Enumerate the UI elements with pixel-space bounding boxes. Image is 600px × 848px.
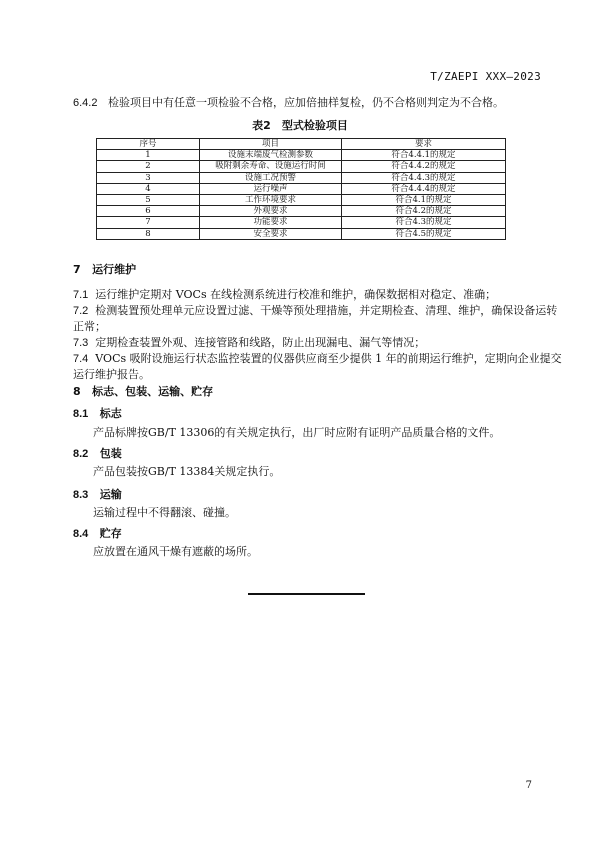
cell-requirement: 符合4.4.2的规定: [342, 161, 506, 172]
subsection-8-2-text: 产品包装按GB/T 13384关规定执行。: [93, 465, 281, 478]
cell-no: 4: [97, 183, 200, 194]
clause-text: VOCs 吸附设施运行状态监控装置的仪器供应商至少提供 1 年的前期运行维护，定期向企业提交: [95, 352, 562, 365]
section-number: 7: [73, 263, 81, 276]
section-8-heading: [73, 383, 213, 399]
cell-requirement: 符合4.1的规定: [342, 194, 506, 205]
table-row: [97, 183, 506, 194]
cell-no: 8: [97, 228, 200, 239]
cell-no: 5: [97, 194, 200, 205]
cell-item: 功能要求: [200, 217, 342, 228]
subsection-title: 标志: [99, 407, 122, 420]
cell-no: 7: [97, 217, 200, 228]
subsection-8-4-heading: [73, 525, 122, 541]
section-title: 标志、包装、运输、贮存: [92, 385, 214, 398]
clause-7-4: [73, 351, 562, 367]
cell-requirement: 符合4.3的规定: [342, 217, 506, 228]
subsection-8-4-text: 应放置在通风干燥有遮蔽的场所。: [93, 545, 258, 558]
header-cell-no: 序号: [97, 139, 200, 150]
table-caption: 表2 型式检验项目: [252, 119, 348, 132]
clause-number: 7.3: [73, 337, 89, 349]
cell-requirement: 符合4.5的规定: [342, 228, 506, 239]
table-row: [97, 172, 506, 183]
type-inspection-table: [96, 138, 506, 240]
table-row: [97, 206, 506, 217]
subsection-title: 运输: [99, 488, 122, 501]
section-7-heading: [73, 261, 136, 277]
clause-text: 定期检查装置外观、连接管路和线路，防止出现漏电、漏气等情况；: [95, 336, 426, 349]
table-row: [97, 228, 506, 239]
clause-number: 6.4.2: [73, 97, 98, 109]
clause-text: 检验项目中有任意一项检验不合格，应加倍抽样复检，仍不合格则判定为不合格。: [107, 96, 504, 109]
clause-7-3: [73, 335, 425, 351]
subsection-8-2-heading: [73, 445, 122, 461]
cell-no: 6: [97, 206, 200, 217]
clause-7-2-continuation: 正常；: [73, 320, 106, 333]
section-number: 8: [73, 385, 81, 398]
subsection-8-3-text: 运输过程中不得翻滚、碰撞。: [93, 506, 236, 519]
table-row: [97, 150, 506, 161]
document-code: T/ZAEPI XXX—2023: [430, 70, 541, 83]
cell-item: 运行噪声: [200, 183, 342, 194]
cell-requirement: 符合4.2的规定: [342, 206, 506, 217]
subsection-title: 贮存: [99, 527, 122, 540]
subsection-number: 8.4: [73, 528, 89, 540]
subsection-number: 8.1: [73, 408, 89, 420]
cell-requirement: 符合4.4.3的规定: [342, 172, 506, 183]
clause-text: 运行维护定期对 VOCs 在线检测系统进行校准和维护，确保数据相对稳定、准确；: [95, 288, 497, 301]
subsection-number: 8.3: [73, 489, 89, 501]
subsection-8-1-heading: [73, 405, 122, 421]
clause-7-4-continuation: 运行维护报告。: [73, 368, 150, 381]
cell-item: 设施工况预警: [200, 172, 342, 183]
clause-7-1: [73, 287, 496, 303]
clause-number: 7.4: [73, 353, 89, 365]
table-header-row: [97, 139, 506, 150]
cell-item: 吸附剩余寿命、设施运行时间: [200, 161, 342, 172]
cell-no: 1: [97, 150, 200, 161]
cell-requirement: 符合4.4.1的规定: [342, 150, 506, 161]
header-cell-item: 项目: [200, 139, 342, 150]
clause-7-2: [73, 303, 557, 319]
subsection-8-3-heading: [73, 486, 122, 502]
cell-no: 3: [97, 172, 200, 183]
subsection-title: 包装: [99, 447, 122, 460]
clause-6-4-2: [73, 95, 504, 111]
cell-no: 2: [97, 161, 200, 172]
cell-item: 安全要求: [200, 228, 342, 239]
table-row: [97, 161, 506, 172]
cell-item: 设施末端废气检测参数: [200, 150, 342, 161]
table-row: [97, 194, 506, 205]
table-row: [97, 217, 506, 228]
clause-number: 7.1: [73, 289, 89, 301]
cell-item: 外观要求: [200, 206, 342, 217]
subsection-number: 8.2: [73, 448, 89, 460]
section-title: 运行维护: [92, 263, 137, 276]
cell-item: 工作环境要求: [200, 194, 342, 205]
page-number: 7: [525, 780, 532, 791]
clause-text: 检测装置预处理单元应设置过滤、干燥等预处理措施，并定期检查、清理、维护，确保设备运转: [95, 304, 558, 317]
subsection-8-1-text: 产品标牌按GB/T 13306的有关规定执行，出厂时应附有证明产品质量合格的文件。: [93, 426, 501, 439]
clause-number: 7.2: [73, 305, 89, 317]
end-divider: [248, 593, 365, 595]
cell-requirement: 符合4.4.4的规定: [342, 183, 506, 194]
header-cell-requirement: 要求: [342, 139, 506, 150]
